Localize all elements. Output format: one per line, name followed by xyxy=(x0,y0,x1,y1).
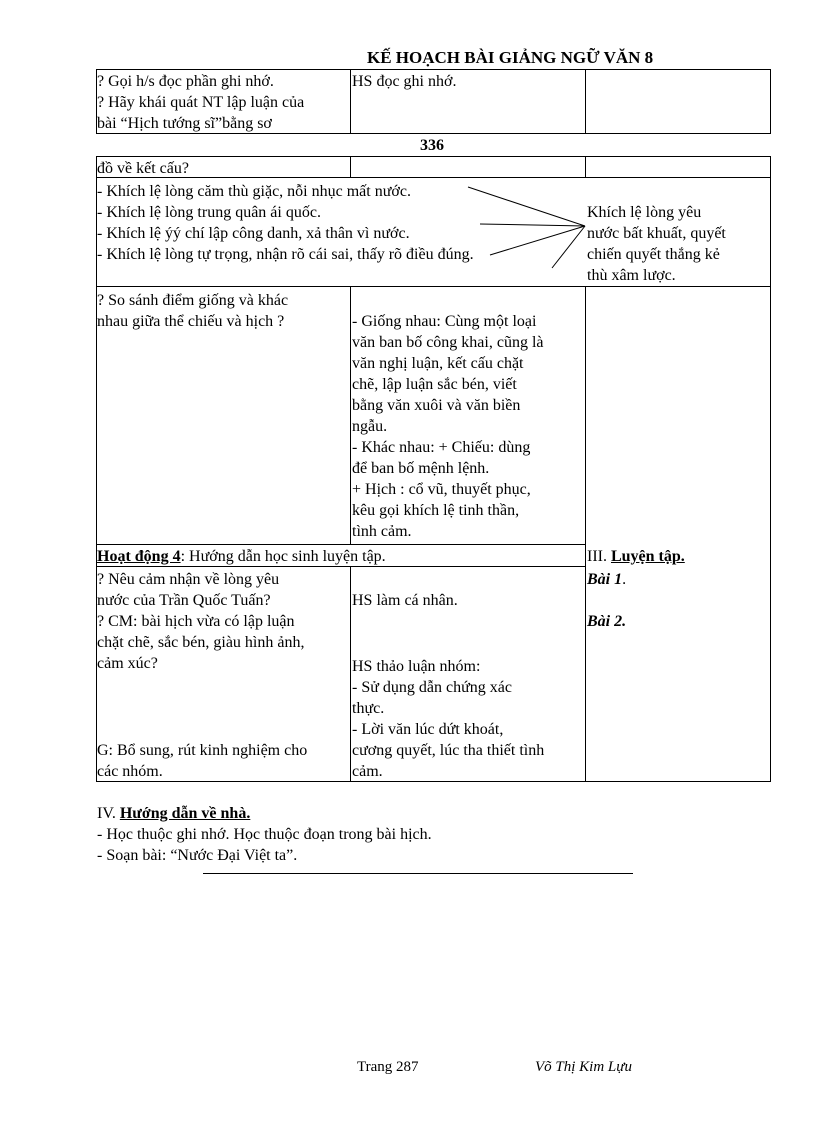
text-line: + Hịch : cổ vũ, thuyết phục, xyxy=(352,481,531,498)
list-item: - Khích lệ lòng tự trọng, nhận rõ cái sai, thấy rõ điều đúng. xyxy=(97,246,474,263)
text-line: HS thảo luận nhóm: xyxy=(352,658,481,675)
footer-author: Võ Thị Kim Lựu xyxy=(535,1059,632,1075)
footer-page: Trang 287 xyxy=(357,1059,419,1075)
text-line: chặt chẽ, sắc bén, giàu hình ảnh, xyxy=(97,634,305,651)
text-line: - Khác nhau: + Chiếu: dùng xyxy=(352,439,531,456)
text-line: nhau giữa thể chiếu và hịch ? xyxy=(97,313,285,330)
text-line: cương quyết, lúc tha thiết tình xyxy=(352,742,545,759)
homework-roman: IV. xyxy=(97,805,120,822)
text-line: chiến quyết thắng kẻ xyxy=(587,246,720,263)
activity-heading xyxy=(97,546,386,567)
exercise-dot: . xyxy=(622,571,627,588)
homework-item: - Học thuộc ghi nhớ. Học thuộc đoạn trong bài hịch. xyxy=(97,826,432,843)
text-line: cảm. xyxy=(352,763,383,780)
individual-work xyxy=(352,590,458,611)
activity-label: Hoạt động 4 xyxy=(97,548,181,565)
text-line: nước bất khuất, quyết xyxy=(587,225,726,242)
group-discussion xyxy=(352,656,583,782)
practice-section-heading xyxy=(587,546,685,567)
list-item: - Khích lệ lòng căm thù giặc, nỗi nhục mất nước. xyxy=(97,183,411,200)
text-line: kêu gọi khích lệ tinh thần, xyxy=(352,502,520,519)
text-line: cảm xúc? xyxy=(97,655,158,672)
teacher-feedback xyxy=(97,740,348,782)
text-line: ? CM: bài hịch vừa có lập luận xyxy=(97,613,295,630)
text-line: - Sử dụng dẫn chứng xác xyxy=(352,679,512,696)
list-item: - Khích lệ lòng trung quân ái quốc. xyxy=(97,204,321,221)
text-line: ? Gọi h/s đọc phần ghi nhớ. xyxy=(97,73,274,90)
section-roman: III. xyxy=(587,548,611,565)
page-marker: 336 xyxy=(420,137,444,154)
text-line: văn ban bố công khai, cũng là xyxy=(352,334,544,351)
text-line: nước của Trần Quốc Tuấn? xyxy=(97,592,271,609)
text-line: ? Hãy khái quát NT lập luận của xyxy=(97,94,305,111)
exercise-dot: . xyxy=(622,613,627,630)
text-line: bài “Hịch tướng sĩ”bằng sơ xyxy=(97,115,272,132)
text-line: thù xâm lược. xyxy=(587,267,676,284)
homework-title: Hướng dẫn về nhà. xyxy=(119,805,251,822)
text-line: Khích lệ lòng yêu xyxy=(587,204,702,221)
text-line: bằng văn xuôi và văn biền xyxy=(352,397,521,414)
list-item: - Khích lệ ýý chí lập công danh, xả thân vì nước. xyxy=(97,225,410,242)
comparison-question xyxy=(97,290,348,332)
text-line: ? Nêu cảm nhận về lòng yêu xyxy=(97,571,280,588)
text-line: đồ về kết cấu? xyxy=(97,160,189,177)
text-line: chẽ, lập luận sắc bén, viết xyxy=(352,376,517,393)
text-line: HS đọc ghi nhớ. xyxy=(352,73,457,90)
activity-text: : Hướng dẫn học sinh luyện tập. xyxy=(180,548,386,565)
exercise-2 xyxy=(587,611,626,632)
text-line: để ban bố mệnh lệnh. xyxy=(352,460,490,477)
comparison-answer xyxy=(352,311,583,542)
question-continuation xyxy=(97,158,189,179)
text-line: G: Bổ sung, rút kinh nghiệm cho xyxy=(97,742,308,759)
practice-questions xyxy=(97,569,348,674)
text-line: ngẫu. xyxy=(352,418,388,435)
exercise-label: Bài 1 xyxy=(587,571,623,588)
text-line: ? So sánh điểm giống và khác xyxy=(97,292,289,309)
text-line: các nhóm. xyxy=(97,763,163,780)
text-line: văn nghị luận, kết cấu chặt xyxy=(352,355,524,372)
page-title: KẾ HOẠCH BÀI GIẢNG NGỮ VĂN 8 xyxy=(367,48,654,67)
structure-list xyxy=(97,181,474,265)
homework-item: - Soạn bài: “Nước Đại Việt ta”. xyxy=(97,847,298,864)
homework-section xyxy=(97,803,432,866)
text-line: - Giống nhau: Cùng một loại xyxy=(352,313,537,330)
structure-conclusion xyxy=(587,202,767,286)
divider xyxy=(203,873,633,874)
text-line: thực. xyxy=(352,700,385,717)
text-line: tình cảm. xyxy=(352,523,412,540)
exercise-1 xyxy=(587,569,626,590)
text-line: HS làm cá nhân. xyxy=(352,592,458,609)
text-line: - Lời văn lúc dứt khoát, xyxy=(352,721,504,738)
section-title: Luyện tập. xyxy=(610,548,685,565)
exercise-label: Bài 2 xyxy=(587,613,623,630)
